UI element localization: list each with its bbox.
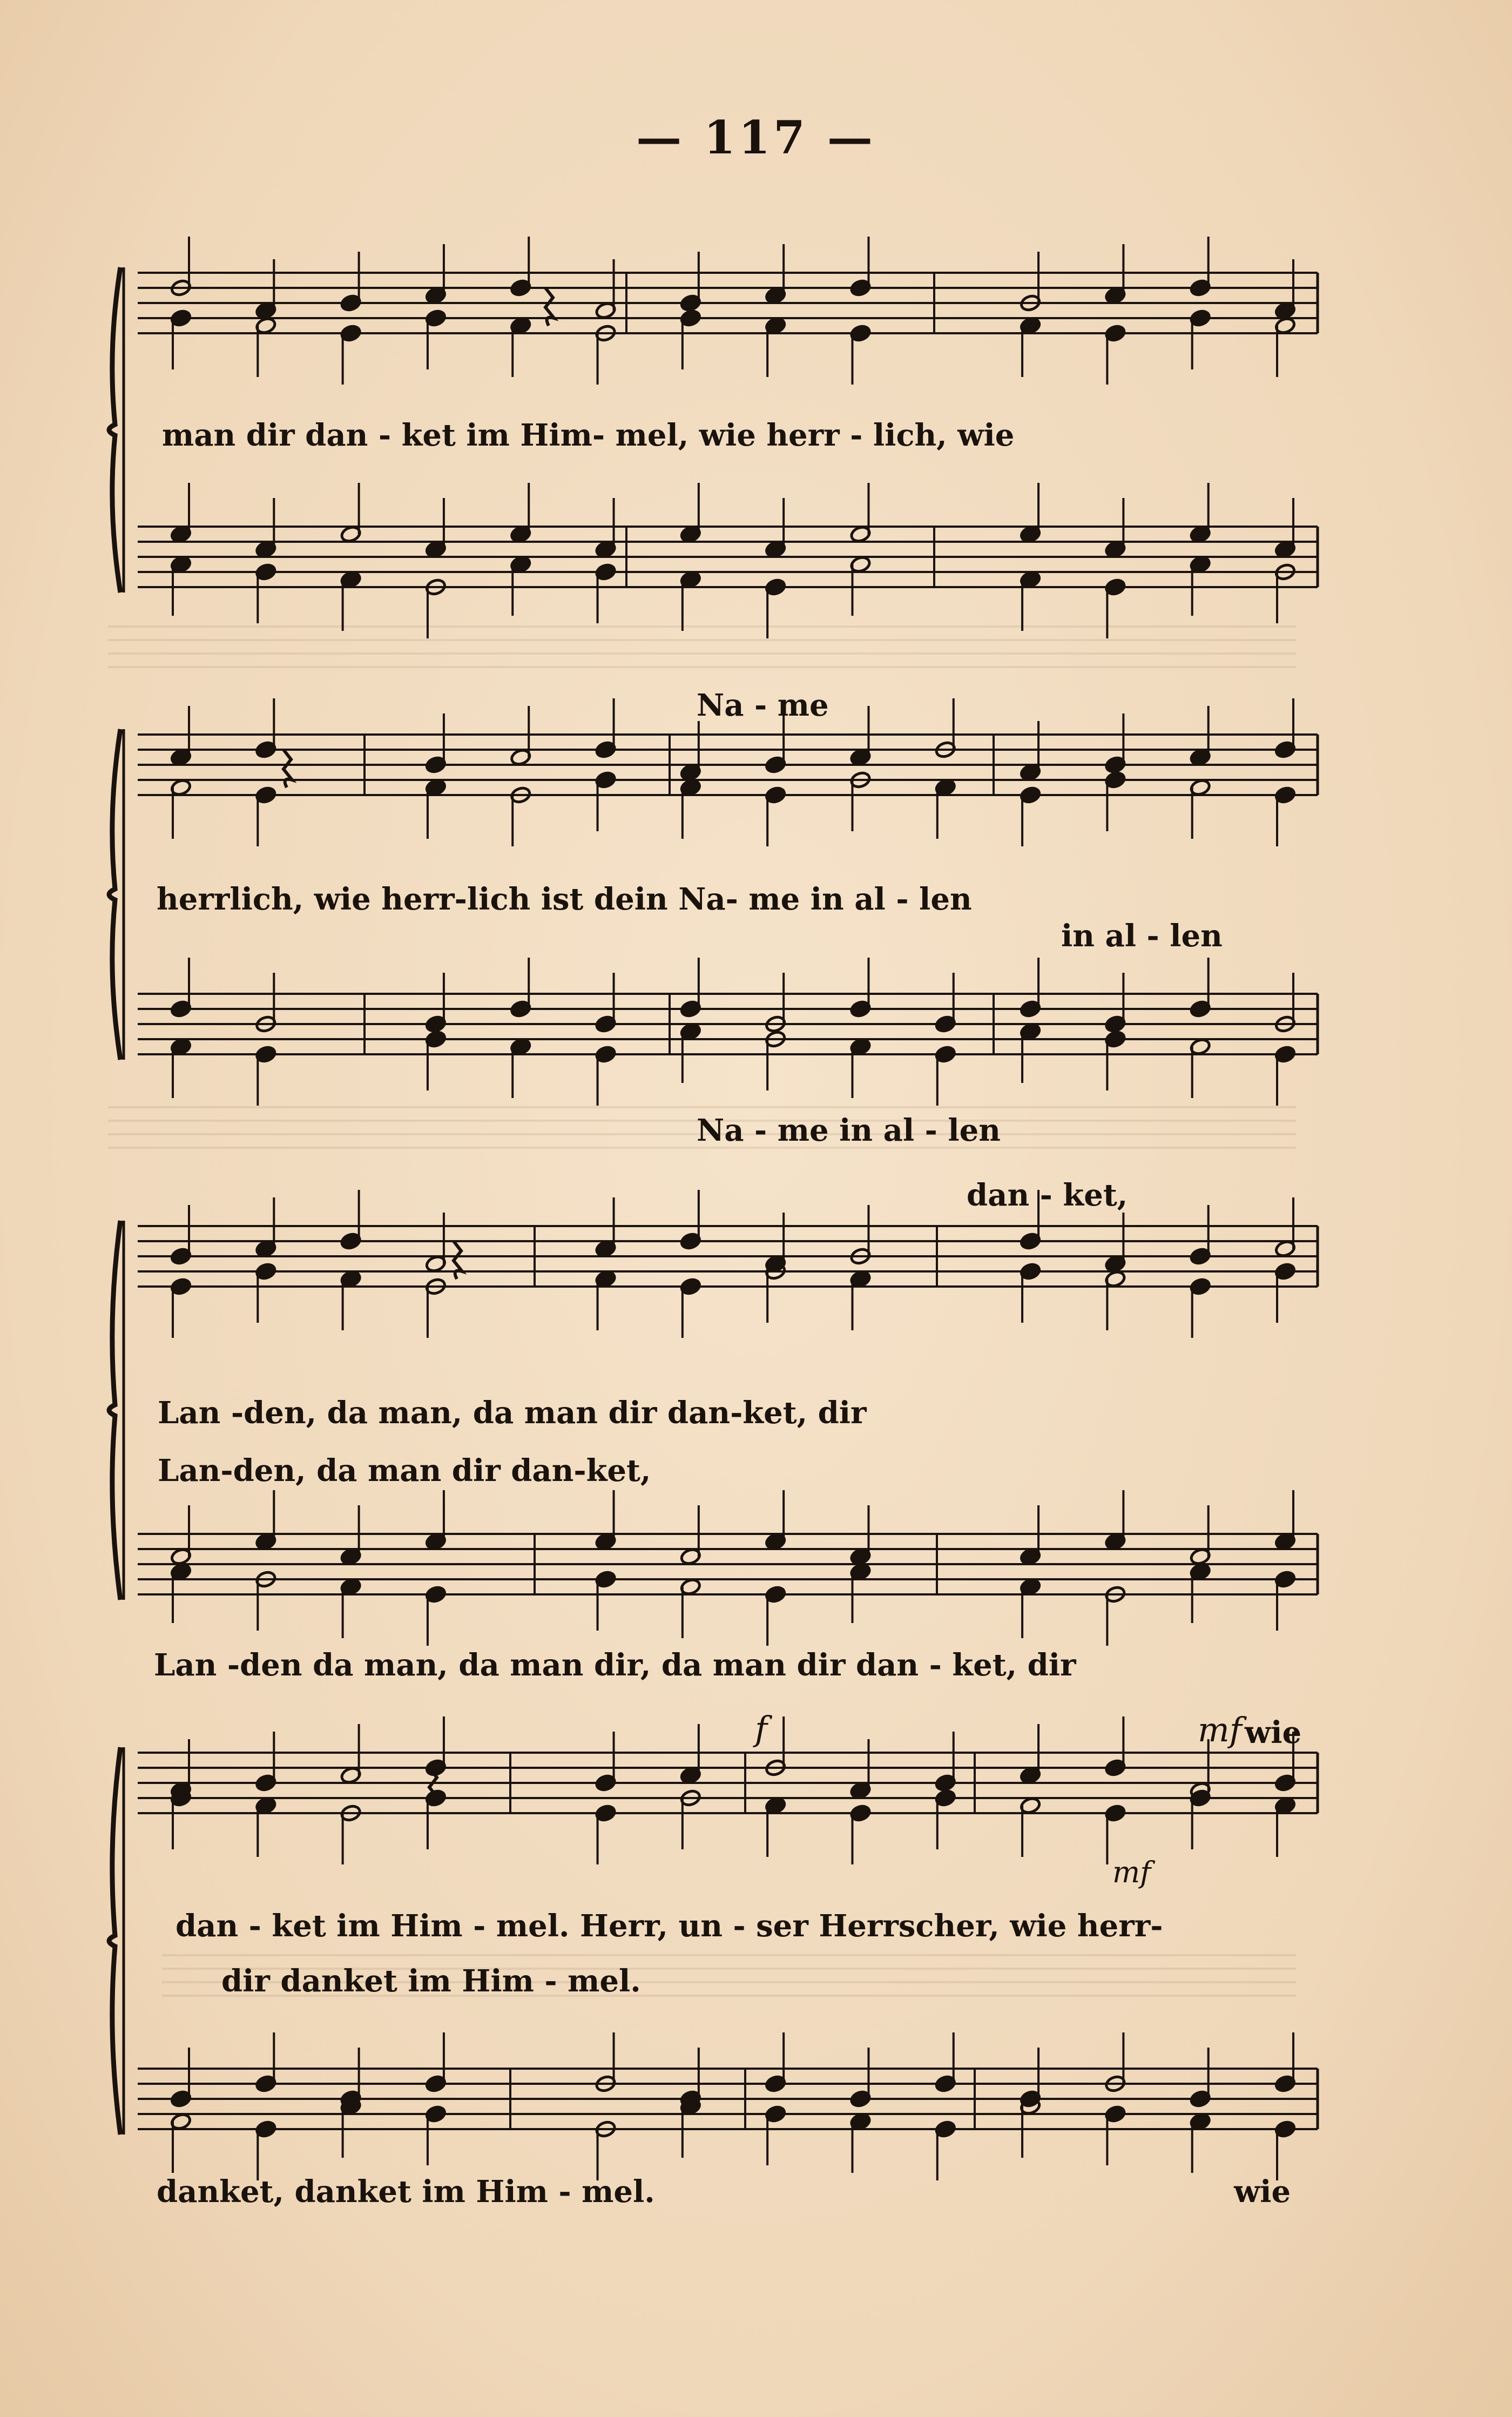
system-4-brace [109,1747,120,2135]
quarter-rest [545,288,554,326]
system-4-upper-lyrics: dan - ket im Him - mel. Herr, un - ser Herrscher, wie herr- [176,1908,1163,1944]
dynamic-forte: f [755,1709,767,1748]
system-4-lower-lyrics-end: wie [1234,2174,1291,2210]
system-2-upper-lyrics-alt: in al - len [1061,918,1223,954]
dynamic-mezzoforte: mf [1198,1710,1242,1749]
system-4-top-lyrics: wie [1245,1715,1302,1751]
quarter-rest [454,1241,462,1279]
system-3-upper-lyrics: Lan -den, da man, da man dir dan-ket, dir [158,1395,867,1431]
system-1-brace [109,267,120,593]
page-number: — 117 — [636,111,876,164]
system-1-next-lyrics: Na - me [697,688,829,723]
system-3-lower-lyrics: Lan -den da man, da man dir, da man dir dan - ket, dir [154,1647,1076,1683]
system-2-brace [109,729,120,1060]
system-4-lower-lyrics: danket, danket im Him - mel. [157,2174,655,2210]
system-3-brace [109,1221,120,1600]
system-2-lower-lyrics: Na - me in al - len [697,1113,1001,1148]
system-3-upper-lyrics-alt: Lan-den, da man dir dan-ket, [158,1453,651,1489]
system-4-upper-lyrics-alt: dir danket im Him - mel. [221,1963,641,1999]
quarter-rest [284,750,292,787]
system-2-upper-lyrics: herrlich, wie herr-lich ist dein Na- me in al - len [157,881,972,917]
system-1-upper-lyrics: man dir dan - ket im Him- mel, wie herr - lich, wie [162,418,1015,453]
system-3-top-lyrics: dan - ket, [967,1177,1128,1213]
dynamic-mezzoforte-alto: mf [1112,1855,1151,1889]
